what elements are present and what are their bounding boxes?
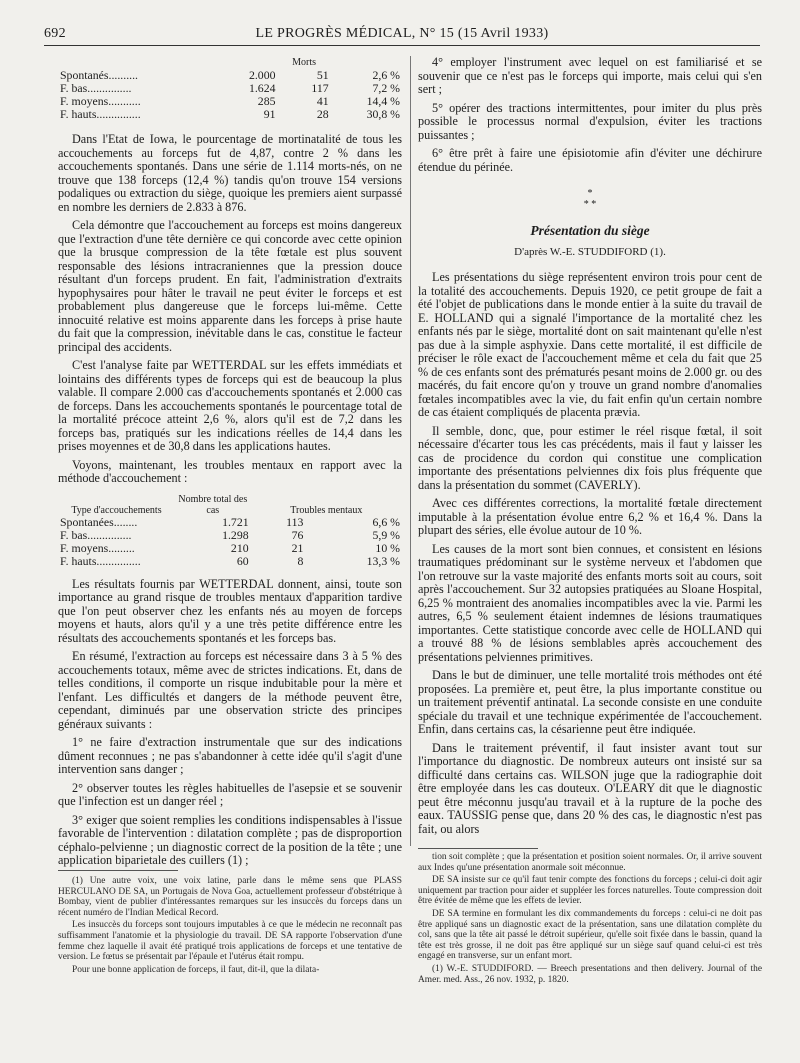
table-row: Spontanés.......... 2.000 51 2,6 %: [60, 68, 400, 82]
right-column: [418, 56, 762, 841]
list-item: 6° être prêt à faire une épisiotomie afin d'éviter une déchirure étendue du périnée.: [418, 146, 762, 174]
table-header-troubles: Troubles mentaux: [290, 504, 363, 516]
paragraph: Dans l'Etat de Iowa, le pourcentage de mortinatalité de tous les accouchements au forceps fut de 4,87, contre 2 % dans les accouchements spontanés. Dans une série de 1.114 morts-nés, on ne trouve que 138 forceps (12,4 %) tandis qu'on trouve 154 versions podaliques ou extraction du siège, quoique les premiers aient surpassé en nombre les derniers de 2.833 à 876.: [58, 132, 402, 214]
table-row: F. moyens........... 285 41 14,4 %: [60, 94, 400, 108]
footnote: DE SA termine en formulant les dix commandements du forceps : celui-ci ne doit pas être appliqué sans un diagnostic exact de la présentation, sans une dilatation complète du col, sans que la tête ait passé le détroit supérieur, qu'elle soit fixée dans le bassin, quand la tête est très grosse, il ne doit pas être appliqué sur un siège sauf quand celui-ci est très engagé en transverse, sur un enfant mort.: [418, 908, 762, 962]
paragraph: Les causes de la mort sont bien connues, et consistent en lésions traumatiques prédominant sur le système nerveux et l'abdomen que l'on retrouve sur la vaste majorité des enfants morts soit au cours, soit après l'accouchement. Sur 32 autopsies pratiquées au Sloane Hospital, 6,25 % montraient des anomalies incompatibles avec la vie. Parmi les autres, 6,5 % seulement étaient indemnes de lésions traumatiques importantes. Cette statistique concorde avec celle de HOLLAND qui a trouvé 88 % de lésions semblables après accouchement des présentations pelviennes primitives.: [418, 541, 762, 664]
principles-list-cont: [418, 56, 762, 174]
paragraph: Voyons, maintenant, les troubles mentaux en rapport avec la méthode d'accouchement :: [58, 457, 402, 485]
section-byline: D'après W.-E. STUDDIFORD (1).: [514, 245, 666, 258]
footnote: DE SA insiste sur ce qu'il faut tenir compte des fonctions du forceps ; celui-ci doit agir uniquement par traction pour aider et suppléer les forces naturelles. Toute compression doit être évitée de même que les effets de levier.: [418, 875, 762, 907]
table-row: Spontanées........ 1.721 113 6,6 %: [60, 514, 400, 529]
paragraph: Cela démontre que l'accouchement au forceps est moins dangereux que l'extraction d'une tête dernière ce qui concorde avec cette opinion que la brusque compression de la tête fœtale est plus souvent responsable des lésions intracraniennes que la pression douce résultant d'un forceps prudent. En fait, l'administration d'extraits hypophysaires pour hâter le travail ne peut éviter le forceps et est probablement plus dangereuse que le forceps lui-même. Cette innocuité relative est moins apparente dans les forceps à prise haute du fait que la compression, inévitable dans le cas, constitue le facteur principal des accidents.: [58, 218, 402, 354]
list-item: 2° observer toutes les règles habituelles de l'asepsie et se souvenir que l'infection est un danger réel ;: [58, 780, 402, 808]
page-header: [44, 26, 760, 46]
section-title: Présentation du siège: [530, 223, 650, 238]
table-row: F. bas............... 1.624 117 7,2 %: [60, 81, 400, 95]
table-row: F. bas............... 1.298 76 5,9 %: [60, 527, 400, 542]
column-divider: [410, 56, 411, 846]
paragraph: Avec ces différentes corrections, la mortalité fœtale directement imputable à la présentation évolue entre 6,2 % et 16,4 %. Dans la plupart des séries, elle évolue autour de 10 %.: [418, 496, 762, 537]
section-separator: * * *: [583, 188, 597, 210]
table-header-total: Nombre total des cas: [178, 493, 248, 516]
footnote: tion soit complète ; que la présentation et position soient normales. Or, il arrive souvent aux Indes qu'une présentation anormale soit méconnue.: [418, 852, 762, 873]
left-column: [58, 56, 402, 873]
table-row: F. hauts............... 91 28 30,8 %: [60, 107, 400, 121]
mortality-table: [58, 56, 402, 121]
paragraph: Dans le traitement préventif, il faut insister avant tout sur l'importance du diagnostic. De nombreux auteurs ont insisté sur sa difficulté dans certains cas. WILSON juge que la radiographie doit être employée dans les cas douteux. O'LEARY dit que le diagnostic peut être méconnu jusqu'au travail et à la rupture de la poche des eaux. TAUSSIG pense que, dans 20 % des cas, le diagnostic n'est pas fait, ou alors: [418, 740, 762, 836]
journal-title: LE PROGRÈS MÉDICAL, N° 15 (15 Avril 1933): [255, 26, 549, 41]
page-number: 692: [44, 26, 66, 41]
mental-disorders-table: [58, 494, 402, 568]
footnote: Pour une bonne application de forceps, il faut, dit-il, que la dilata-: [72, 964, 320, 975]
paragraph: C'est l'analyse faite par WETTERDAL sur les effets immédiats et lointains des différents types de forceps qui est de beaucoup la plus valable. Il compare 2.000 cas d'accouchements spontanés et 2.000 cas de forceps. Dans les accouchements spontanés le pourcentage total de la mortalité précoce atteint 2,6 %, alors qu'il est de 7,2 dans les forceps bas, pratiqués sur les indications réelles de 14,4 dans les prises moyennes et de 30,8 dans les applications hautes.: [58, 358, 402, 453]
footnote: (1) Une autre voix, une voix latine, parle dans le même sens que PLASS HERCULANO DE SA, un Portugais de Nova Goa, actuellement professeur d'obstétrique à Bombay, vient de publier d'intéressantes remarques sur les insuccès du forceps dans un récent numéro de l'Indian Medical Record.: [58, 876, 402, 918]
left-footnotes: [58, 876, 402, 977]
table-header-morts: Morts: [292, 57, 317, 68]
footnote-rule: [418, 848, 538, 849]
paragraph: Il semble, donc, que, pour estimer le réel risque fœtal, il soit nécessaire d'écarter tous les cas précédents, mais il faut y laisser les cas de procidence du cordon qui constitue une complication importante des présentations pelviennes dix fois plus fréquente que dans la présentation du sommet (CAVERLY).: [418, 423, 762, 492]
list-item: 4° employer l'instrument avec lequel on est familiarisé et se souvenir que ce n'est pas le forceps qui importe, mais celui qui s'en sert ;: [418, 55, 762, 96]
paragraph: Les présentations du siège représentent environ trois pour cent de la totalité des accouchements. Depuis 1920, ce petit groupe de fait a été l'objet de publications dans le monde entier à la suite du travail de E. HOLLAND qui a signalé l'importance de la mortalité chez les enfants nés par le siège, mortalité dont on sait maintenant qu'elle n'est pas due à la simple asphyxie. Dans cette mortalité, il est difficile de préciser le rôle exact de l'accouchement même et cela du fait que 25 % de ces enfants sont des prématurés pesant moins de 2.000 gr. ou des macérés, du fait encore qu'on y trouve un grand nombre d'anomalies fœtales incompatibles avec la vie, du fait enfin qu'un certain nombre de cas étaient compliqués de placenta prævia.: [418, 270, 762, 419]
list-item: 3° exiger que soient remplies les conditions indispensables à l'issue favorable de l'intervention : dilatation complète ; pas de disproportion céphalo-pelvienne ; un diagnostic correct de la position de la tête ; une application biparietale des cuillers (1) ;: [58, 812, 402, 867]
right-footnotes: [418, 852, 762, 987]
principles-list: [58, 736, 402, 868]
table-row: F. moyens......... 210 21 10 %: [60, 540, 400, 555]
paragraph: Dans le but de diminuer, une telle mortalité trois méthodes ont été proposées. La première et, peut être, la plus importante constitue ou un traitement préventif antinatal. La seconde consiste en une conduite spéciale du travail et une technique expérimentée de l'accouchement. Enfin, dans certains cas, la césarienne peut être indiquée.: [418, 668, 762, 736]
footnote-rule: [58, 870, 178, 871]
list-item: 1° ne faire d'extraction instrumentale que sur des indications dûment reconnues ; ne pas s'abandonner à cette idée qu'il s'agit d'une intervention sans danger ;: [58, 735, 402, 776]
table-row: F. hauts............... 60 8 13,3 %: [60, 553, 400, 568]
paragraph: En résumé, l'extraction au forceps est nécessaire dans 3 à 5 % des accouchements totaux, même avec de strictes indications. Et, dans de telles conditions, il comporte un risque indubitable pour la mère et l'enfant. Les difficultés et dangers de la méthode peuvent être, cependant, diminués par une observation stricte des principes généraux suivants :: [58, 649, 402, 731]
list-item: 5° opérer des tractions intermittentes, pour imiter du plus près possible le processus normal d'expulsion, éviter les tractions puissantes ;: [418, 100, 762, 142]
table-header-type: Type d'accouchements: [71, 504, 162, 516]
footnote: (1) W.-E. STUDDIFORD. — Breech presentations and then delivery. Journal of the Amer. med. Ass., 26 nov. 1932, p. 1820.: [418, 963, 762, 985]
paragraph: Les résultats fournis par WETTERDAL donnent, ainsi, toute son importance au grand risque de troubles mentaux d'apparition tardive que l'on peut observer chez les enfants nés au moyen de forceps moyens et hauts, alors qu'il y a une très petite différence entre les résultats des accouchements spontanés et les forceps bas.: [58, 576, 402, 645]
footnote: Les insuccès du forceps sont toujours imputables à ce que le médecin ne reconnaît pas suffisamment l'anatomie et la physiologie du travail. DE SA rapporte l'observation d'une femme chez laquelle il avait été pratiqué trois applications de forceps et une tentative de version. Le fœtus se présentait par l'épaule et l'utérus était rompu.: [58, 920, 402, 963]
